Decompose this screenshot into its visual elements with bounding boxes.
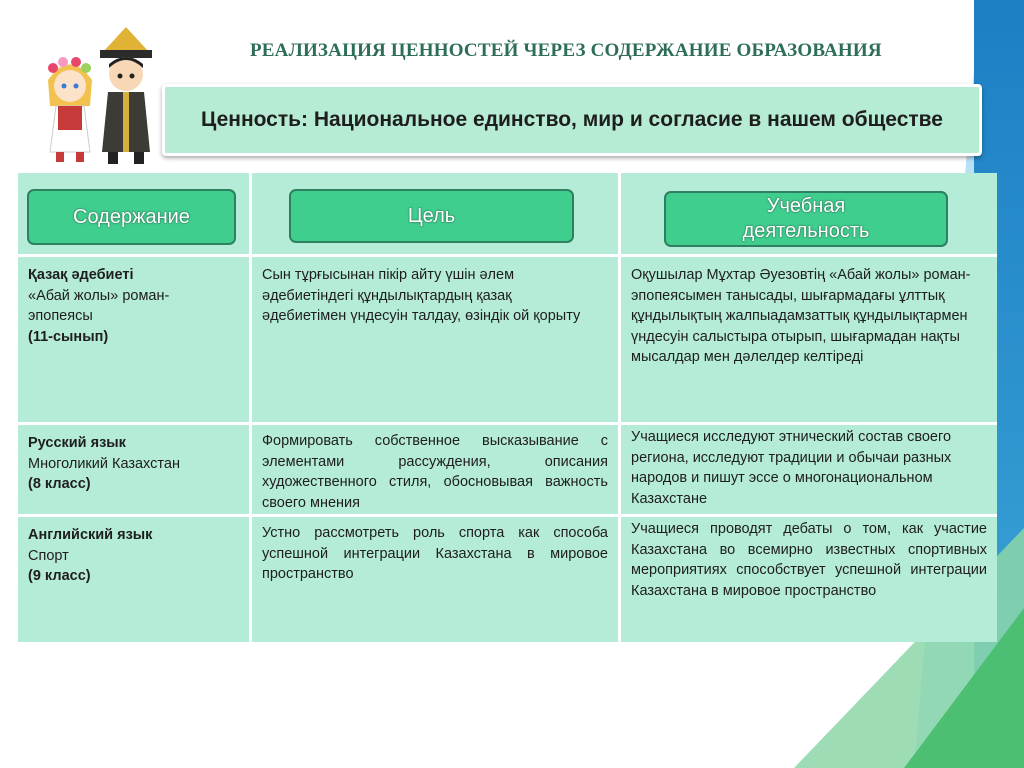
row3-topic: Спорт (28, 547, 69, 564)
activity-header-pill: Учебная деятельность (664, 191, 948, 247)
row2-activity: Учащиеся исследуют этнический состав своего региона, исследуют традиции и обычаи разных народов и пишут эссе о многонациональном Казахстане (631, 429, 952, 507)
row2-goal-cell (252, 425, 618, 514)
row2-activity-cell (621, 425, 997, 514)
row2-topic: Многоликий Казахстан (28, 455, 180, 472)
row2-content-cell (18, 425, 249, 514)
row1-goal: Сын тұрғысынан пікір айту үшін әлем әдебиетіндегі құндылықтардың қазақ әдебиетімен үндесуін талдау, өзіндік ой қорыту (262, 267, 581, 324)
row1-activity: Оқушылар Мұхтар Әуезовтің «Абай жолы» роман-эпопеясымен танысады, шығармадағы ұлттық құндылықтың жалпыадамзаттық құндылықтармен үндесуін салыстыра отырып, шығармадан нақты мысалдар мен дәлелдер келтіреді (631, 267, 971, 365)
row2-subject: Русский язык (28, 435, 126, 451)
row2-goal: Формировать собственное высказывание с элементами рассуждения, описания художественного стиля, обосновывая важность своего мнения (262, 433, 608, 511)
content-header-pill: Содержание (27, 189, 236, 245)
row1-topic: «Абай жолы» роман-эпопеясы (28, 287, 170, 324)
page-title: РЕАЛИЗАЦИЯ ЦЕННОСТЕЙ ЧЕРЕЗ СОДЕРЖАНИЕ ОБРАЗОВАНИЯ (250, 40, 882, 61)
row3-activity: Учащиеся проводят дебаты о том, как участие Казахстана во всемирно известных спортивных мероприятиях способствует успешной интеграции Казахстана в мировое пространство (631, 521, 987, 599)
row1-subject: Қазақ әдебиеті (28, 267, 134, 283)
row1-goal-cell (252, 257, 618, 422)
characters-illustration (28, 22, 158, 167)
value-banner: Ценность: Национальное единство, мир и согласие в нашем обществе (162, 84, 982, 156)
values-table (18, 173, 997, 642)
row2-grade: (8 класс) (28, 476, 91, 492)
row3-activity-cell (621, 517, 997, 642)
row3-goal-cell (252, 517, 618, 642)
row1-grade: (11-сынып) (28, 328, 109, 345)
row3-subject: Английский язык (28, 527, 153, 543)
row3-goal: Устно рассмотреть роль спорта как способа успешной интеграции Казахстана в мировое пространство (262, 525, 608, 582)
row3-grade: (9 класс) (28, 568, 91, 584)
goal-header-pill: Цель (289, 189, 574, 243)
row1-content-cell (18, 257, 249, 422)
row1-activity-cell (621, 257, 997, 422)
row3-content-cell (18, 517, 249, 642)
